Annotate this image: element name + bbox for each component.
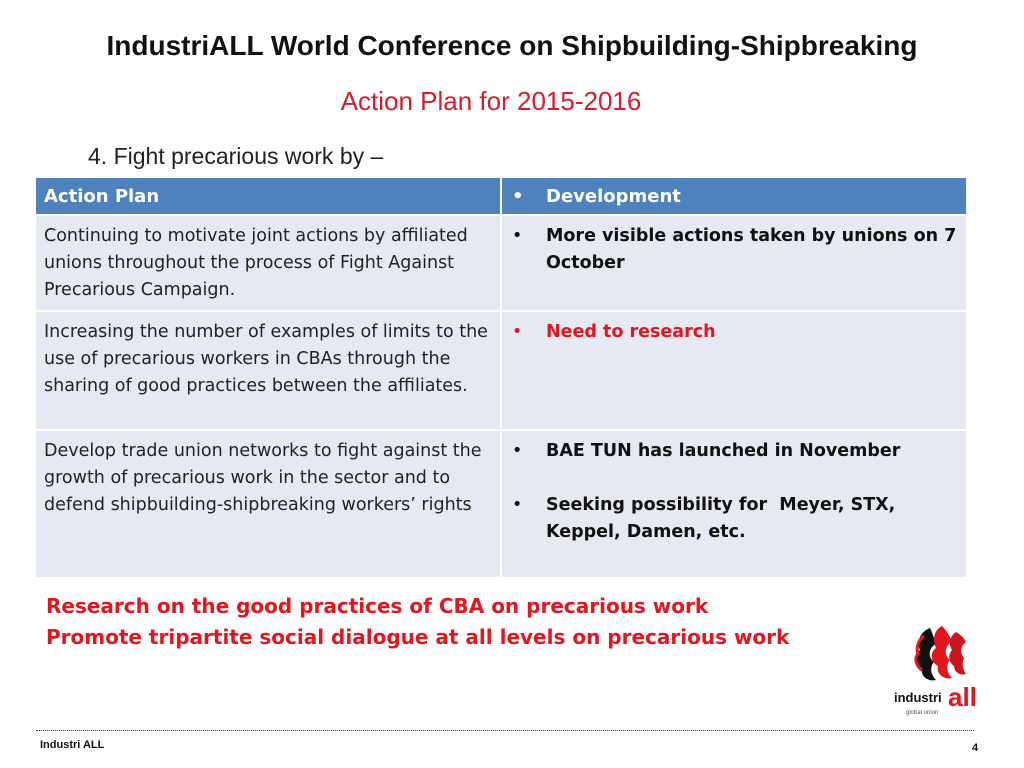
table-header-row bbox=[36, 178, 968, 216]
footer-org: Industri ALL bbox=[40, 739, 105, 751]
slide-title: IndustriALL World Conference on Shipbuilding-Shipbreaking bbox=[106, 30, 918, 61]
action-cell: Continuing to motivate joint actions by affiliated unions throughout the process of Fight Against Precarious Campaign. bbox=[36, 216, 502, 312]
industriall-logo bbox=[890, 618, 990, 718]
development-item: BAE TUN has launched in November bbox=[546, 441, 901, 461]
svg-text:global union: global union bbox=[906, 710, 939, 716]
table-row bbox=[36, 431, 968, 579]
bullet-icon: • bbox=[512, 322, 523, 342]
development-cell bbox=[502, 431, 968, 579]
action-cell: Increasing the number of examples of limits to the use of precarious workers in CBAs through the sharing of good practices between the affiliates. bbox=[36, 312, 502, 431]
section-heading: 4. Fight precarious work by – bbox=[88, 143, 384, 169]
table-row bbox=[36, 312, 968, 431]
figures-icon bbox=[916, 626, 966, 680]
svg-text:all: all bbox=[948, 682, 977, 712]
header-development bbox=[502, 178, 968, 216]
development-item: Seeking possibility for Meyer, STX, Keppel, Damen, etc. bbox=[546, 495, 902, 542]
dialogue-note: Promote tripartite social dialogue at all levels on precarious work bbox=[46, 625, 790, 649]
bullet-icon: • bbox=[512, 441, 523, 461]
svg-text:industri: industri bbox=[894, 690, 942, 705]
slide-subtitle: Action Plan for 2015-2016 bbox=[340, 86, 642, 116]
header-development-label: Development bbox=[546, 185, 681, 207]
footer-divider bbox=[36, 730, 974, 731]
bullet-icon: • bbox=[512, 495, 523, 515]
bullet-icon: • bbox=[512, 185, 524, 207]
development-item: More visible actions taken by unions on 7 October bbox=[546, 226, 957, 273]
development-item: Need to research bbox=[546, 322, 716, 342]
development-cell bbox=[502, 216, 968, 312]
table-row bbox=[36, 216, 968, 312]
action-plan-table bbox=[36, 178, 968, 579]
bullet-icon: • bbox=[512, 226, 523, 246]
development-cell bbox=[502, 312, 968, 431]
page-number: 4 bbox=[972, 742, 979, 754]
research-note: Research on the good practices of CBA on precarious work bbox=[46, 594, 709, 618]
action-cell: Develop trade union networks to fight against the growth of precarious work in the sector and to defend shipbuilding-shipbreaking workers’ rights bbox=[36, 431, 502, 579]
header-action-plan: Action Plan bbox=[36, 178, 502, 216]
